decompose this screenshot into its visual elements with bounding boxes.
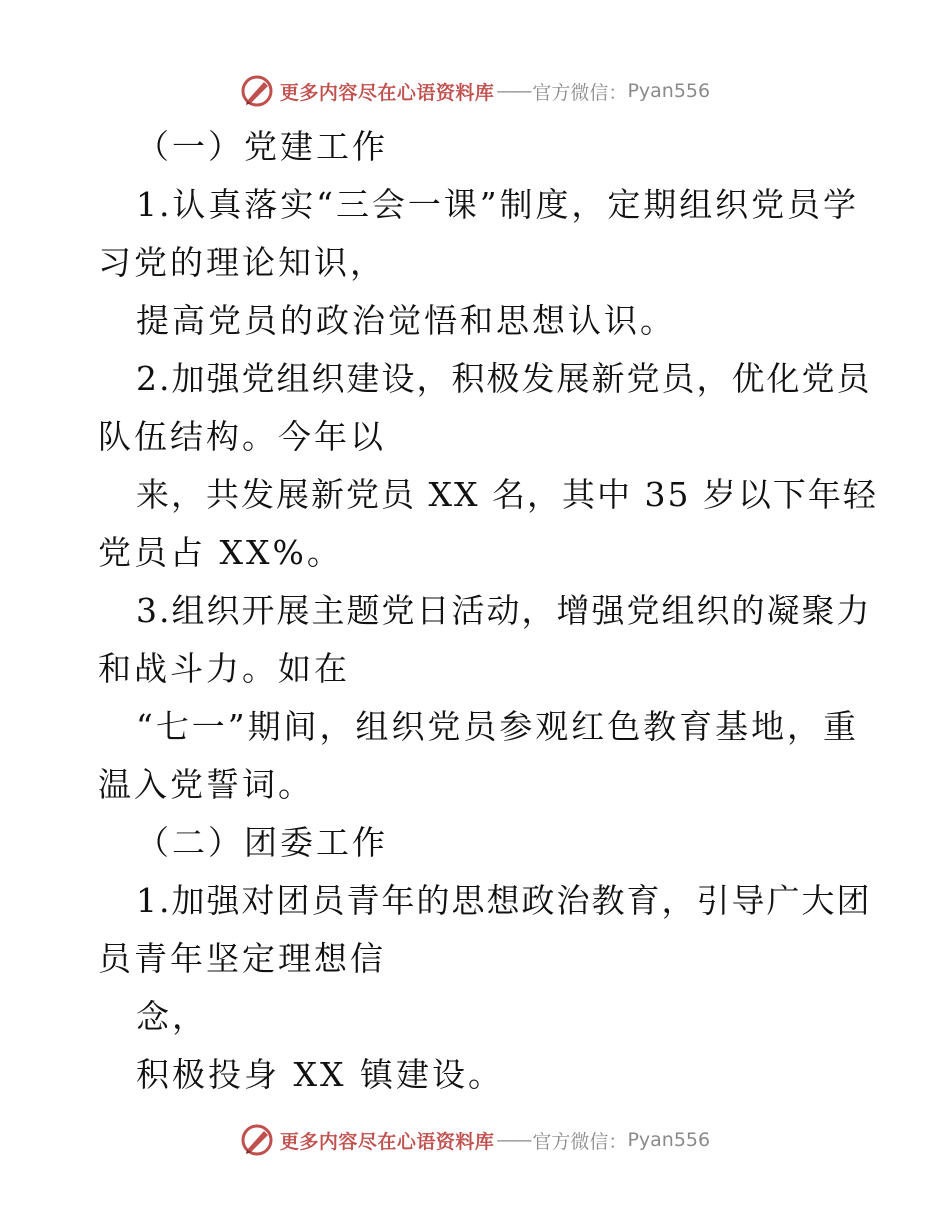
banner-wechat-id: Pyan556 xyxy=(627,80,711,102)
banner-dash: —— xyxy=(496,1129,531,1151)
paragraph-line: 队伍结构。今年以 xyxy=(98,417,386,456)
paragraph-line: 2.加强党组织建设，积极发展新党员，优化党员 xyxy=(136,359,872,398)
header-watermark-banner xyxy=(0,71,950,111)
section-heading-league: （二）团委工作 xyxy=(136,823,388,862)
banner-wechat-label: 官方微信： xyxy=(532,1130,628,1153)
banner-slogan: 更多内容尽在心语资料库 xyxy=(279,81,495,104)
paragraph-line: 员青年坚定理想信 xyxy=(98,939,386,978)
paragraph-line: “七一”期间，组织党员参观红色教育基地，重 xyxy=(136,707,858,746)
paragraph-line: 党员占 XX%。 xyxy=(98,533,343,572)
banner-wechat-label: 官方微信： xyxy=(532,81,628,104)
footer-watermark-banner xyxy=(0,1120,950,1160)
paragraph-line: 习党的理论知识， xyxy=(98,243,386,282)
paragraph-line: 提高党员的政治觉悟和思想认识。 xyxy=(136,301,676,340)
paragraph-line: 温入党誓词。 xyxy=(98,765,314,804)
paragraph-line: 和战斗力。如在 xyxy=(98,649,350,688)
pen-circle-logo-icon xyxy=(240,1123,274,1157)
banner-slogan: 更多内容尽在心语资料库 xyxy=(279,1130,495,1153)
paragraph-line: 念， xyxy=(136,997,208,1036)
document-body xyxy=(98,118,878,1104)
paragraph-line: 积极投身 XX 镇建设。 xyxy=(136,1055,504,1094)
section-heading-party: （一）党建工作 xyxy=(136,127,388,166)
paragraph-line: 3.组织开展主题党日活动，增强党组织的凝聚力 xyxy=(136,591,872,630)
banner-dash: —— xyxy=(496,80,531,102)
paragraph-line: 1.加强对团员青年的思想政治教育，引导广大团 xyxy=(136,881,872,920)
banner-wechat-id: Pyan556 xyxy=(627,1129,711,1151)
pen-circle-logo-icon xyxy=(240,74,274,108)
paragraph-line: 1.认真落实“三会一课”制度，定期组织党员学 xyxy=(136,185,858,224)
paragraph-line: 来，共发展新党员 XX 名，其中 35 岁以下年轻 xyxy=(136,475,878,514)
